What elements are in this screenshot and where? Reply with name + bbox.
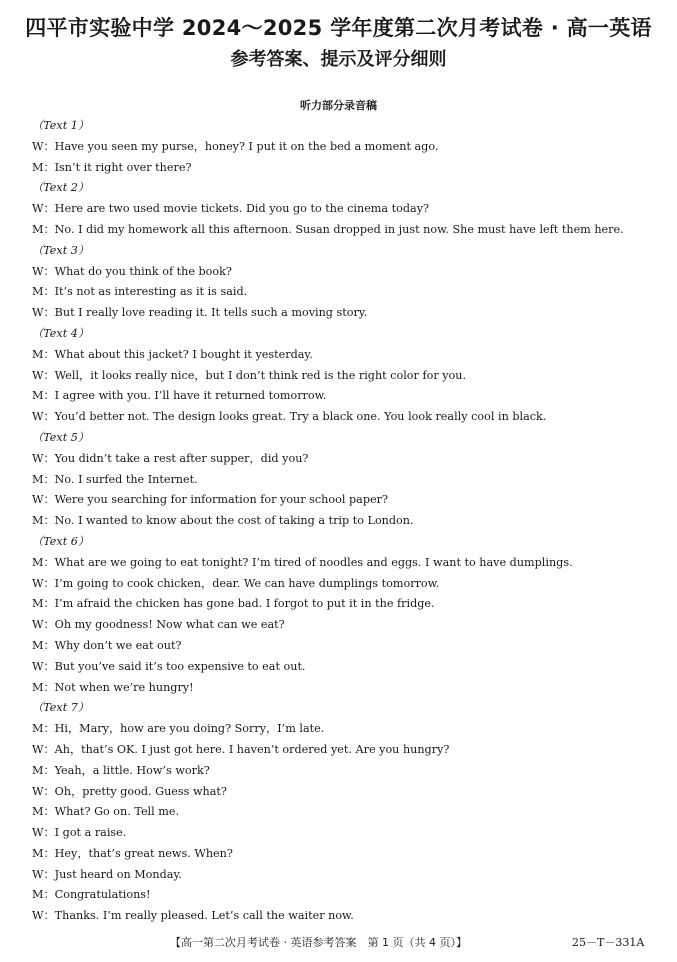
text-section-label: （Text 1）	[32, 119, 90, 132]
dialogue-line: W：Thanks. I’m really pleased. Let’s call the waiter now.	[32, 909, 354, 923]
page-subtitle: 参考答案、提示及评分细则	[230, 49, 447, 70]
dialogue-line: M：Yeah，a little. How’s work?	[32, 763, 210, 777]
text-section-label: （Text 3）	[32, 243, 90, 257]
dialogue-line: W：You didn’t take a rest after supper，did you?	[32, 451, 309, 465]
dialogue-line: M：No. I surfed the Internet.	[32, 472, 198, 486]
dialogue-line: M：I’m afraid the chicken has gone bad. I forgot to put it in the fridge.	[32, 597, 435, 611]
dialogue-line: W：Have you seen my purse，honey? I put it on the bed a moment ago.	[32, 139, 439, 153]
footer-page-info: 【高一第二次月考试卷 · 英语参考答案 第 1 页（共 4 页）】	[170, 936, 467, 949]
dialogue-line: W：Oh，pretty good. Guess what?	[32, 784, 227, 798]
dialogue-line: W：You’d better not. The design looks great. Try a black one. You look really cool in black.	[32, 410, 547, 424]
dialogue-line: W：Well，it looks really nice，but I don’t think red is the right color for you.	[32, 368, 467, 382]
dialogue-line: M：What? Go on. Tell me.	[32, 805, 180, 819]
dialogue-line: W：I’m going to cook chicken，dear. We can have dumplings tomorrow.	[32, 576, 440, 590]
text-section-label: （Text 2）	[32, 181, 90, 195]
dialogue-line: M：What about this jacket? I bought it yesterday.	[32, 347, 313, 361]
dialogue-line: M：It’s not as interesting as it is said.	[32, 285, 248, 299]
dialogue-line: W：But I really love reading it. It tells such a moving story.	[32, 306, 368, 320]
text-section-label: （Text 5）	[32, 430, 90, 444]
text-section-label: （Text 7）	[32, 701, 90, 715]
dialogue-line: W：Just heard on Monday.	[32, 867, 182, 881]
dialogue-line: W：Ah，that’s OK. I just got here. I haven’t ordered yet. Are you hungry?	[32, 742, 450, 756]
dialogue-line: W：Oh my goodness! Now what can we eat?	[32, 618, 285, 632]
footer-exam-code: 25－T－331A	[572, 936, 645, 949]
dialogue-line: M：Hey，that’s great news. When?	[32, 846, 233, 860]
text-section-label: （Text 4）	[32, 326, 90, 340]
section-heading: 听力部分录音稿	[300, 99, 377, 112]
dialogue-line: M：Congratulations!	[32, 888, 151, 902]
dialogue-line: M：Why don’t we eat out?	[32, 638, 182, 652]
dialogue-line: M：What are we going to eat tonight? I’m tired of noodles and eggs. I want to have dumplings.	[32, 555, 573, 569]
listening-transcript	[32, 116, 652, 927]
dialogue-line: W：But you’ve said it’s too expensive to eat out.	[32, 659, 306, 673]
dialogue-line: M：Not when we’re hungry!	[32, 680, 194, 694]
dialogue-line: W：Were you searching for information for your school paper?	[32, 493, 388, 507]
page-title: 四平市实验中学 2024～2025 学年度第二次月考试卷 · 高一英语	[25, 16, 652, 40]
dialogue-line: W：What do you think of the book?	[32, 264, 232, 278]
text-section-label: （Text 6）	[32, 534, 90, 548]
dialogue-line: W：Here are two used movie tickets. Did you go to the cinema today?	[32, 202, 430, 216]
dialogue-line: M：Isn’t it right over there?	[32, 160, 192, 174]
dialogue-line: M：Hi，Mary，how are you doing? Sorry，I’m late.	[32, 722, 325, 736]
dialogue-line: M：I agree with you. I’ll have it returned tomorrow.	[32, 389, 327, 403]
dialogue-line: W：I got a raise.	[32, 826, 127, 840]
dialogue-line: M：No. I wanted to know about the cost of taking a trip to London.	[32, 514, 414, 528]
dialogue-line: M：No. I did my homework all this afternoon. Susan dropped in just now. She must have left them here.	[32, 222, 624, 236]
